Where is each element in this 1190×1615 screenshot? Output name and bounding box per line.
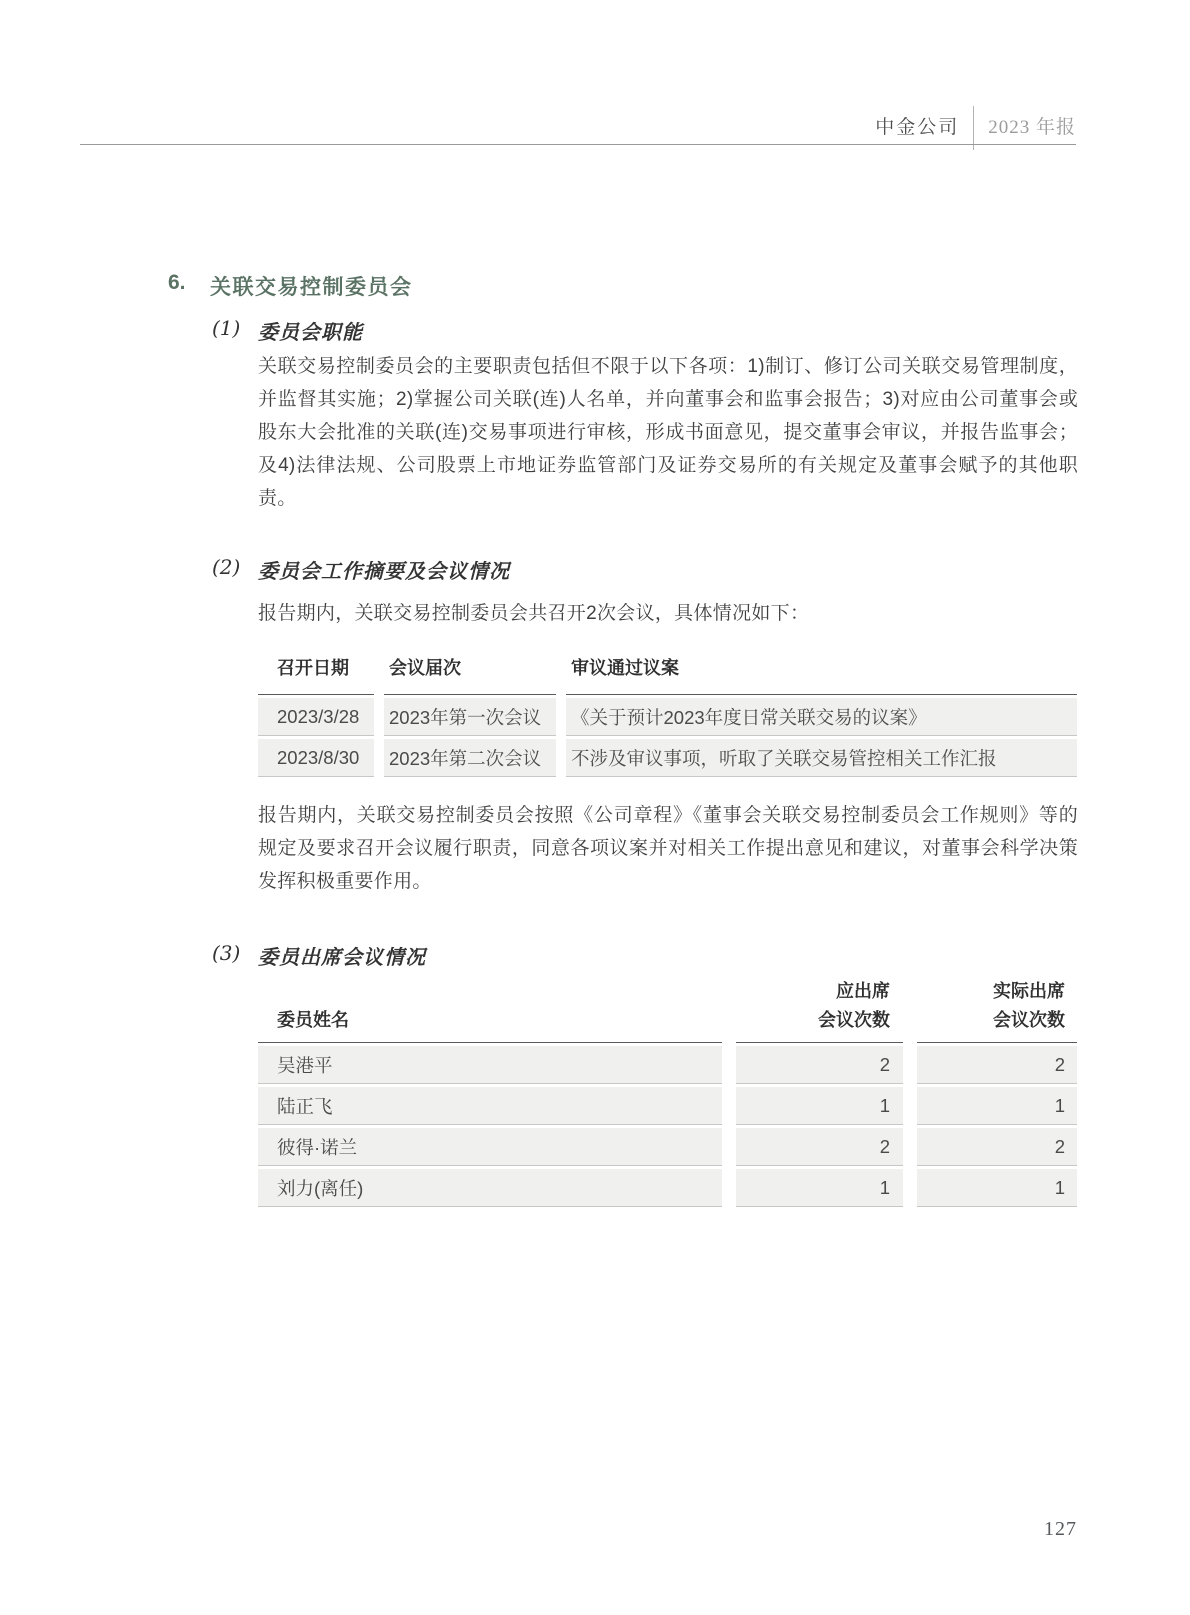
member-actual-count: 1 [917,1087,1077,1125]
member-name: 吴港平 [258,1046,722,1084]
subsection-2-title: 委员会工作摘要及会议情况 [258,559,510,583]
member-required-count: 1 [736,1169,903,1207]
subsection-2-number: (2) [212,555,241,579]
attendance-table [258,975,1077,1207]
attendance-header-actual-line1: 实际出席 [993,981,1065,1001]
member-name: 陆正飞 [258,1087,722,1125]
subsection-2-heading [212,555,510,584]
member-required-count: 1 [736,1087,903,1125]
meeting-session: 2023年第二次会议 [384,739,556,777]
attendance-table-row [258,1128,1077,1166]
header-rule [80,144,1076,145]
member-required-count: 2 [736,1046,903,1084]
meetings-table-row [258,739,1077,777]
meetings-intro-paragraph: 报告期内，关联交易控制委员会共召开2次会议，具体情况如下： [258,603,810,624]
section-title [168,271,413,301]
attendance-table-row [258,1169,1077,1207]
subsection-3-number: (3) [212,941,241,965]
company-name: 中金公司 [875,116,960,138]
attendance-header-actual-line2: 会议次数 [993,1010,1065,1030]
meeting-resolution: 不涉及审议事项，听取了关联交易管控相关工作汇报 [566,739,1077,777]
attendance-header-name-text: 委员姓名 [277,1010,349,1030]
meetings-table [258,641,1077,777]
committee-duties-paragraph: 关联交易控制委员会的主要职责包括但不限于以下各项：1)制订、修订公司关联交易管理制度，并监督其实施；2)掌握公司关联(连)人名单，并向董事会和监事会报告；3)对应由公司董事会或股东大会批准的关联(连)交易事项进行审核，形成书面意见，提交董事会审议，并报告监事会；及4)法律法规、公司股票上市地证券监管部门及证券交易所的有关规定及董事会赋予的其他职责。 [258,356,1078,509]
report-year-label: 2023 年报 [988,116,1076,138]
meetings-table-row [258,698,1077,736]
attendance-header-actual [917,975,1077,1043]
member-actual-count: 2 [917,1128,1077,1166]
subsection-3-title: 委员出席会议情况 [258,945,426,969]
subsection-1-title: 委员会职能 [258,320,363,344]
meetings-header-resolution: 审议通过议案 [566,641,1077,695]
running-header [875,100,1076,150]
attendance-header-name [258,975,722,1043]
member-actual-count: 1 [917,1169,1077,1207]
meeting-resolution: 《关于预计2023年度日常关联交易的议案》 [566,698,1077,736]
member-required-count: 2 [736,1128,903,1166]
attendance-table-row [258,1046,1077,1084]
attendance-table-header-row [258,975,1077,1043]
section-title-text: 关联交易控制委员会 [210,276,413,299]
meetings-table-header-row [258,641,1077,695]
member-name: 彼得·诺兰 [258,1128,722,1166]
meeting-date: 2023/8/30 [258,739,374,777]
attendance-header-required-line2: 会议次数 [818,1010,890,1030]
attendance-table-row [258,1087,1077,1125]
subsection-1-number: (1) [212,316,241,340]
attendance-header-required [736,975,903,1043]
section-number: 6. [168,271,186,294]
meetings-closing-paragraph: 报告期内，关联交易控制委员会按照《公司章程》《董事会关联交易控制委员会工作规则》等的规定及要求召开会议履行职责，同意各项议案并对相关工作提出意见和建议，对董事会科学决策发挥积极重要作用。 [258,805,1078,892]
attendance-header-required-line1: 应出席 [836,981,890,1001]
member-actual-count: 2 [917,1046,1077,1084]
meeting-date: 2023/3/28 [258,698,374,736]
meetings-header-session: 会议届次 [384,641,556,695]
subsection-1-heading [212,316,363,345]
subsection-3-heading [212,941,426,970]
meetings-header-date: 召开日期 [258,641,374,695]
page-number: 127 [1044,1518,1077,1540]
member-name: 刘力(离任) [258,1169,722,1207]
meeting-session: 2023年第一次会议 [384,698,556,736]
